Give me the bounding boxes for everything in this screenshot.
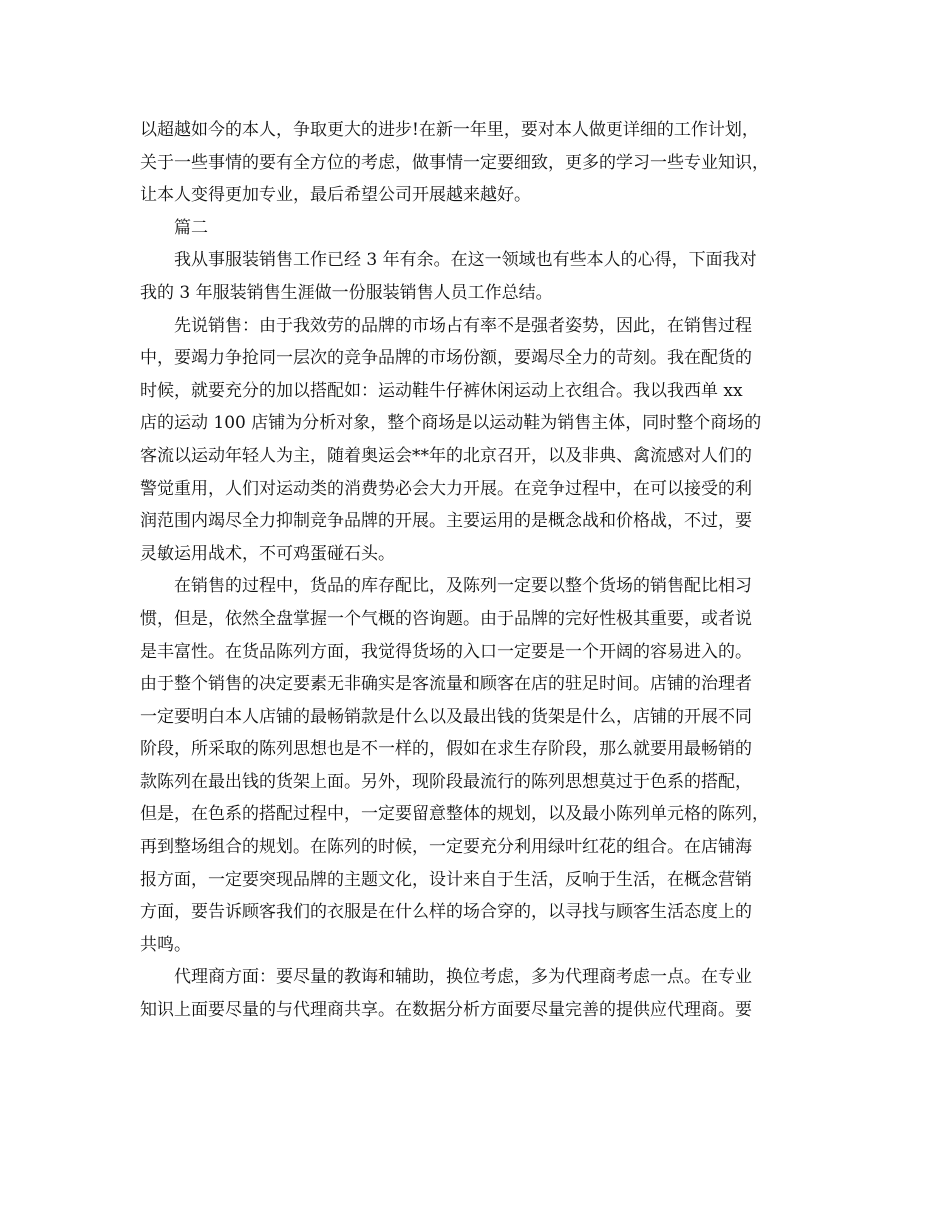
- text-line: 时候，就要充分的加以搭配如：运动鞋牛仔裤休闲运动上衣组合。我以我西单 xx: [140, 380, 743, 401]
- text-line: 由于整个销售的决定要素无非确实是客流量和顾客在店的驻足时间。店铺的治理者: [140, 674, 752, 695]
- text-line: 是丰富性。在货品陈列方面，我觉得货场的入口一定要是一个开阔的容易进入的。: [140, 641, 752, 662]
- text-line: 在销售的过程中，货品的库存配比，及陈列一定要以整个货场的销售配比相习: [174, 576, 752, 597]
- text-line: 中，要竭力争抢同一层次的竞争品牌的市场份额，要竭尽全力的苛刻。我在配货的: [140, 348, 752, 369]
- text-line: 阶段，所采取的陈列思想也是不一样的，假如在求生存阶段，那么就要用最畅销的: [140, 739, 752, 760]
- document-body: [140, 114, 830, 1027]
- text-line: 共鸣。: [140, 934, 191, 955]
- text-line: 报方面，一定要突现品牌的主题文化，设计来自于生活，反响于生活，在概念营销: [140, 869, 752, 890]
- text-line: 知识上面要尽量的与代理商共享。在数据分析方面要尽量完善的提供应代理商。要: [140, 1000, 752, 1021]
- text-line: 一定要明白本人店铺的最畅销款是什么以及最出钱的货架是什么，店铺的开展不同: [140, 706, 752, 727]
- text-line: 店的运动 100 店铺为分析对象，整个商场是以运动鞋为销售主体，同时整个商场的: [140, 413, 762, 434]
- text-line: 我从事服装销售工作已经 3 年有余。在这一领域也有些本人的心得，下面我对: [174, 250, 757, 271]
- text-line: 警觉重用，人们对运动类的消费势必会大力开展。在竞争过程中，在可以接受的利: [140, 478, 752, 499]
- text-line: 先说销售：由于我效劳的品牌的市场占有率不是强者姿势，因此，在销售过程: [174, 315, 752, 336]
- text-line: 但是，在色系的搭配过程中，一定要留意整体的规划，以及最小陈列单元格的陈列，: [140, 804, 769, 825]
- text-line: 客流以运动年轻人为主，随着奥运会**年的北京召开，以及非典、禽流感对人们的: [140, 445, 752, 466]
- text-line: 关于一些事情的要有全方位的考虑，做事情一定要细致，更多的学习一些专业知识，: [140, 152, 769, 173]
- text-line: 我的 3 年服装销售生涯做一份服装销售人员工作总结。: [140, 282, 553, 303]
- text-line: 篇二: [174, 217, 208, 238]
- text-line: 方面，要告诉顾客我们的衣服是在什么样的场合穿的，以寻找与顾客生活态度上的: [140, 902, 752, 923]
- text-line: 润范围内竭尽全力抑制竞争品牌的开展。主要运用的是概念战和价格战，不过，要: [140, 511, 752, 532]
- text-line: 再到整场组合的规划。在陈列的时候，一定要充分利用绿叶红花的组合。在店铺海: [140, 837, 752, 858]
- text-line: 让本人变得更加专业，最后希望公司开展越来越好。: [140, 185, 531, 206]
- text-line: 惯，但是，依然全盘掌握一个气概的咨询题。由于品牌的完好性极其重要，或者说: [140, 608, 752, 629]
- text-line: 以超越如今的本人，争取更大的进步!在新一年里，要对本人做更详细的工作计划，: [140, 120, 759, 140]
- text-line: 代理商方面：要尽量的教诲和辅助，换位考虑，多为代理商考虑一点。在专业: [174, 967, 752, 988]
- text-line: 款陈列在最出钱的货架上面。另外，现阶段最流行的陈列思想莫过于色系的搭配，: [140, 771, 752, 792]
- text-line: 灵敏运用战术，不可鸡蛋碰石头。: [140, 543, 395, 564]
